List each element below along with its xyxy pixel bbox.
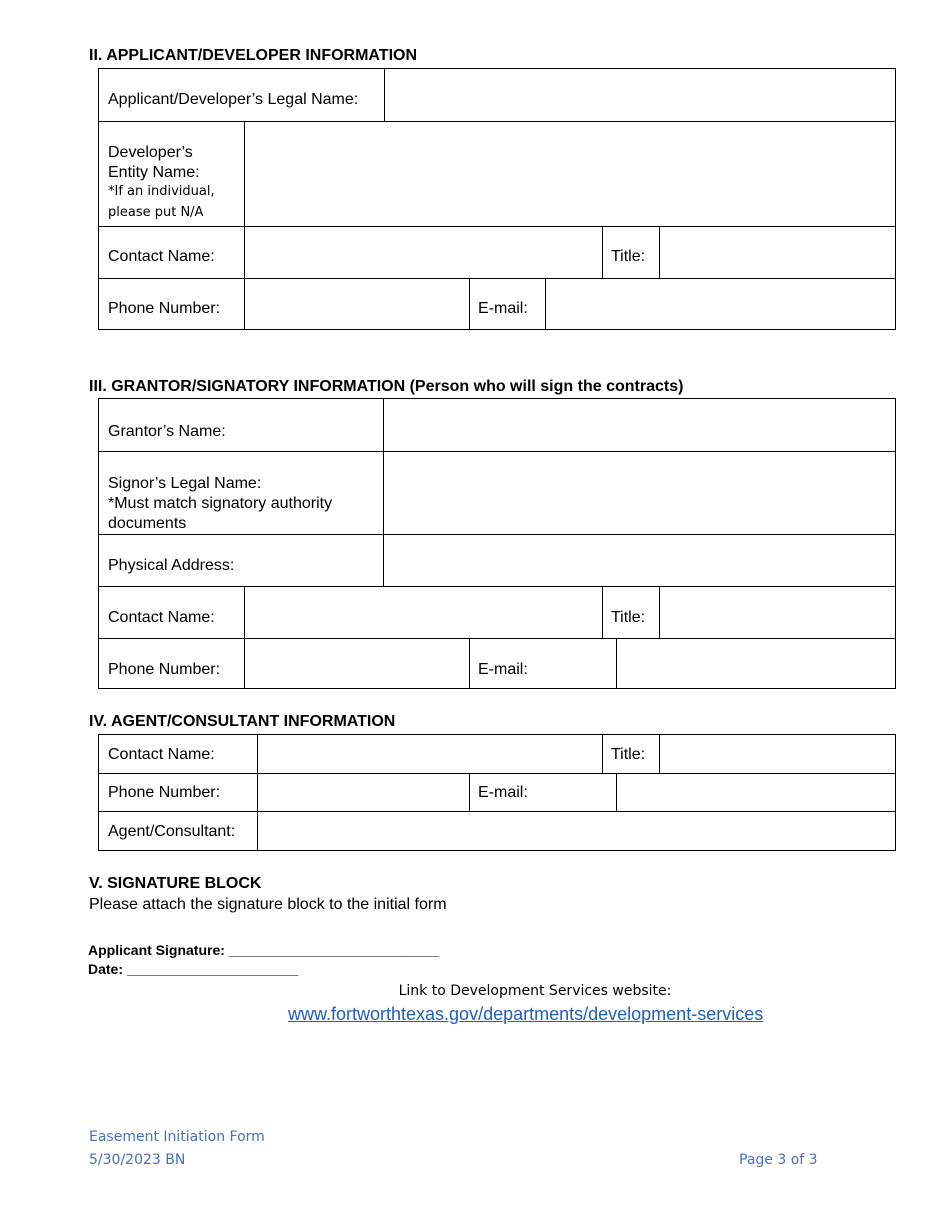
footer-revision: 5/30/2023 BN bbox=[89, 1152, 186, 1168]
development-services-link[interactable]: www.fortworthtexas.gov/departments/development-services bbox=[288, 1004, 764, 1024]
title-label: Title: bbox=[611, 746, 646, 763]
title-field[interactable] bbox=[660, 587, 895, 638]
contact-name-field[interactable] bbox=[245, 587, 602, 638]
legal-name-field[interactable] bbox=[385, 69, 895, 121]
entity-name-note-line2: please put N/A bbox=[108, 205, 204, 220]
phone-number-label: Phone Number: bbox=[108, 661, 221, 678]
physical-address-label: Physical Address: bbox=[108, 557, 235, 574]
section-2-heading: II. APPLICANT/DEVELOPER INFORMATION bbox=[89, 47, 418, 64]
contact-name-field[interactable] bbox=[245, 227, 602, 278]
agent-consultant-label: Agent/Consultant: bbox=[108, 823, 236, 840]
signor-name-label: Signor’s Legal Name: bbox=[108, 475, 262, 492]
section-4-heading: IV. AGENT/CONSULTANT INFORMATION bbox=[89, 713, 396, 730]
entity-name-note-line1: *If an individual, bbox=[108, 184, 215, 199]
link-caption: Link to Development Services website: bbox=[398, 983, 672, 999]
grantor-info-table bbox=[98, 398, 896, 689]
phone-number-field[interactable] bbox=[245, 279, 469, 329]
entity-name-label-line2: Entity Name: bbox=[108, 164, 200, 181]
section-3-heading: III. GRANTOR/SIGNATORY INFORMATION (Person who will sign the contracts) bbox=[89, 378, 684, 395]
development-services-link-wrapper bbox=[288, 1004, 763, 1025]
email-field[interactable] bbox=[617, 639, 895, 688]
email-field[interactable] bbox=[617, 774, 895, 811]
title-label: Title: bbox=[611, 609, 646, 626]
email-label: E-mail: bbox=[478, 300, 528, 317]
title-label: Title: bbox=[611, 248, 646, 265]
signor-name-field[interactable] bbox=[384, 452, 895, 534]
applicant-signature-line[interactable]: Applicant Signature: ___________________________ bbox=[88, 942, 440, 958]
email-field[interactable] bbox=[546, 279, 895, 329]
email-label: E-mail: bbox=[478, 784, 528, 801]
grantor-name-field[interactable] bbox=[384, 399, 895, 451]
contact-name-label: Contact Name: bbox=[108, 248, 215, 265]
phone-number-field[interactable] bbox=[258, 774, 469, 811]
date-line[interactable]: Date: ______________________ bbox=[88, 961, 299, 977]
contact-name-field[interactable] bbox=[258, 735, 602, 773]
title-field[interactable] bbox=[660, 735, 895, 773]
physical-address-field[interactable] bbox=[384, 535, 895, 586]
signor-note-line2: documents bbox=[108, 515, 187, 532]
signor-note-line1: *Must match signatory authority bbox=[108, 495, 333, 512]
grantor-name-label: Grantor’s Name: bbox=[108, 423, 226, 440]
applicant-info-table bbox=[98, 68, 896, 330]
phone-number-label: Phone Number: bbox=[108, 784, 221, 801]
footer-form-name: Easement Initiation Form bbox=[89, 1129, 265, 1145]
contact-name-label: Contact Name: bbox=[108, 746, 215, 763]
contact-name-label: Contact Name: bbox=[108, 609, 215, 626]
agent-consultant-field[interactable] bbox=[258, 812, 895, 850]
phone-number-label: Phone Number: bbox=[108, 300, 221, 317]
section-5-heading: V. SIGNATURE BLOCK bbox=[89, 875, 262, 892]
entity-name-field[interactable] bbox=[245, 122, 895, 226]
email-label: E-mail: bbox=[478, 661, 528, 678]
title-field[interactable] bbox=[660, 227, 895, 278]
footer-page-number: Page 3 of 3 bbox=[739, 1152, 818, 1168]
legal-name-label: Applicant/Developer’s Legal Name: bbox=[108, 91, 359, 108]
agent-info-table bbox=[98, 734, 896, 851]
phone-number-field[interactable] bbox=[245, 639, 469, 688]
signature-instructions: Please attach the signature block to the initial form bbox=[89, 896, 447, 913]
entity-name-label-line1: Developer’s bbox=[108, 144, 193, 161]
